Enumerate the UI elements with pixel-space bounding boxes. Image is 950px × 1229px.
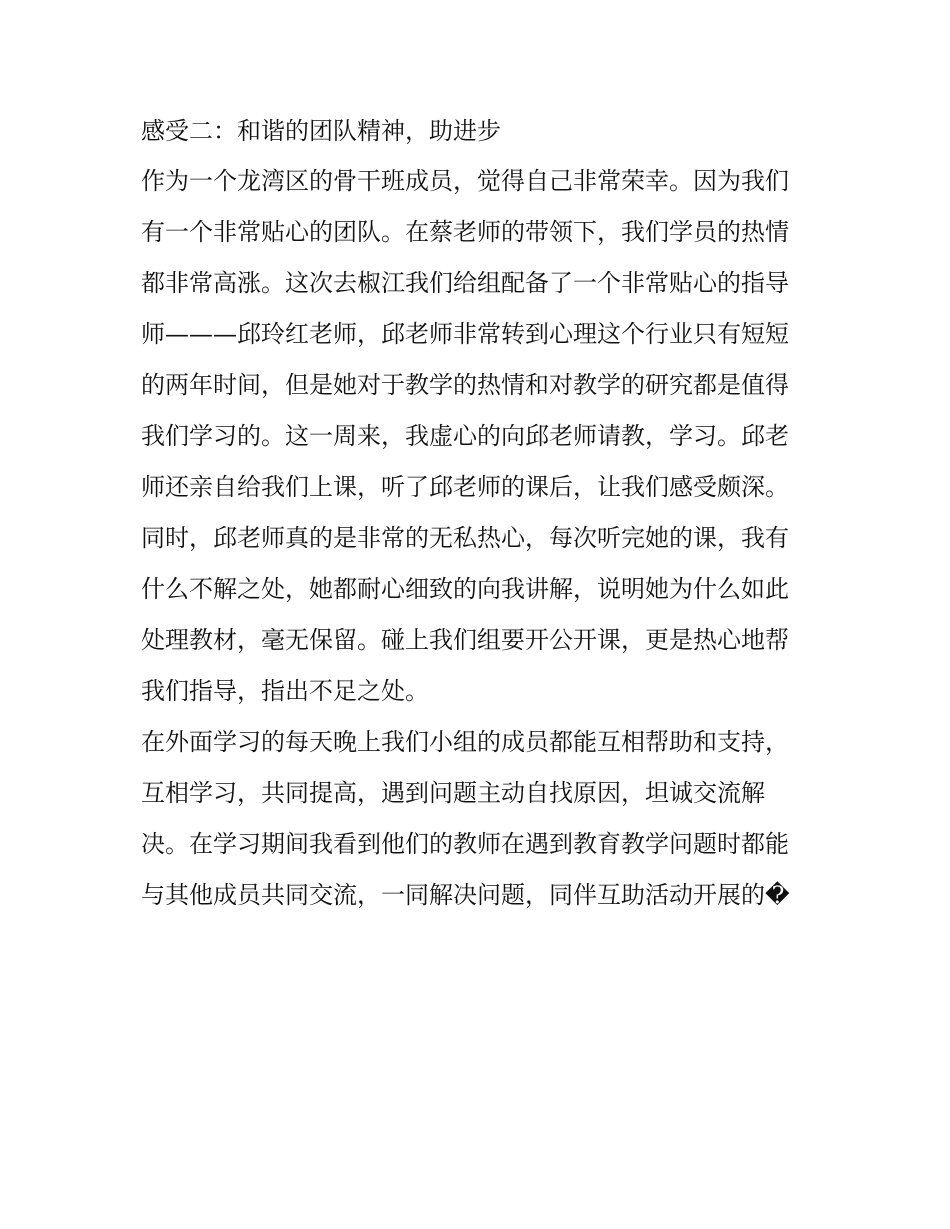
- section-heading: 感受二：和谐的团队精神，助进步: [141, 117, 501, 145]
- paragraph-line: 决。在学习期间我看到他们的教师在遇到教育教学问题时都能: [141, 830, 789, 858]
- paragraph-2: [141, 723, 831, 914]
- paragraph-line: 我们指导，指出不足之处。: [141, 677, 429, 705]
- paragraph-line: 有一个非常贴心的团队。在蔡老师的带领下，我们学员的热情: [141, 218, 789, 246]
- paragraph-line: 我们学习的。这一周来，我虚心的向邱老师请教，学习。邱老: [141, 422, 789, 450]
- paragraph-line: 师还亲自给我们上课，听了邱老师的课后，让我们感受颇深。: [141, 473, 789, 501]
- paragraph-line: 师———邱玲红老师，邱老师非常转到心理这个行业只有短短: [141, 320, 789, 348]
- paragraph-line: 都非常高涨。这次去椒江我们给组配备了一个非常贴心的指导: [141, 269, 789, 297]
- paragraph-1: [141, 162, 831, 710]
- paragraph-line: 作为一个龙湾区的骨干班成员，觉得自己非常荣幸。因为我们: [141, 167, 789, 195]
- paragraph-line: 什么不解之处，她都耐心细致的向我讲解，说明她为什么如此: [141, 575, 789, 603]
- paragraph-line: 互相学习，共同提高，遇到问题主动自找原因，坦诚交流解: [141, 779, 765, 807]
- paragraph-line: 与其他成员共同交流，一同解决问题，同伴互助活动开展的�: [141, 881, 790, 909]
- document-body: [141, 112, 831, 927]
- paragraph-line: 同时，邱老师真的是非常的无私热心，每次听完她的课，我有: [141, 524, 789, 552]
- paragraph-line: 的两年时间，但是她对于教学的热情和对教学的研究都是值得: [141, 371, 789, 399]
- paragraph-line: 处理教材，毫无保留。碰上我们组要开公开课，更是热心地帮: [141, 626, 789, 654]
- paragraph-line: 在外面学习的每天晚上我们小组的成员都能互相帮助和支持，: [141, 728, 789, 756]
